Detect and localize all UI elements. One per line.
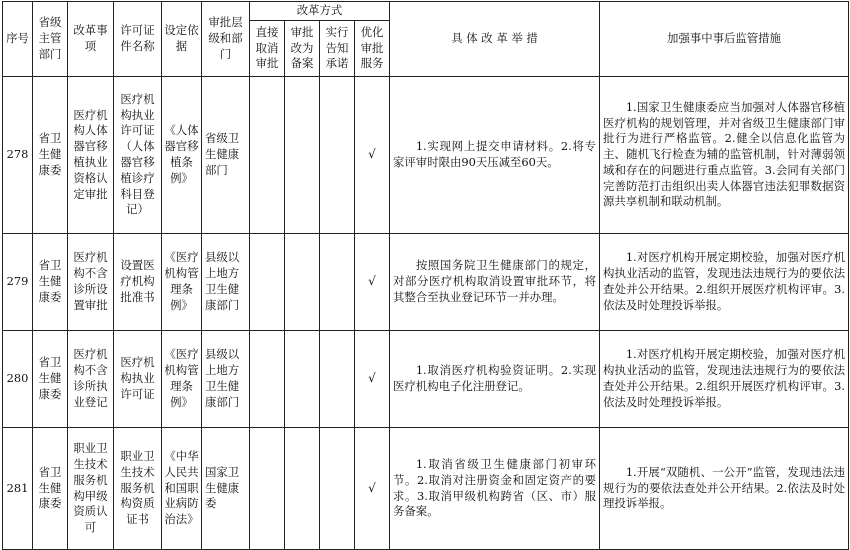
header-seq: 序号 — [3, 2, 33, 77]
cell-m3 — [320, 428, 355, 550]
reform-table — [2, 1, 849, 550]
header-method-optimize: 优化审批服务 — [355, 21, 390, 77]
header-method: 改革方式 — [250, 2, 390, 21]
cell-supervision: 1.开展“双随机、一公开”监管，发现违法违规行为的要依法查处并公开结果。2.依法及时处理投诉举报。 — [600, 428, 849, 550]
cell-permit: 职业卫生技术服务机构资质证书 — [114, 428, 162, 550]
cell-basis: 《人体器官移植条例》 — [162, 77, 202, 234]
cell-permit: 医疗机构执业许可证（人体器官移植诊疗科目登记） — [114, 77, 162, 234]
cell-m2 — [285, 234, 320, 331]
cell-basis: 《中华人民共和国职业病防治法》 — [162, 428, 202, 550]
header-dept: 省级主管部门 — [33, 2, 68, 77]
table-row — [3, 331, 849, 428]
cell-basis: 《医疗机构管理条例》 — [162, 234, 202, 331]
cell-approver: 省级卫生健康部门 — [202, 77, 250, 234]
cell-m2 — [285, 77, 320, 234]
cell-measures: 1.取消医疗机构验资证明。2.实现医疗机构电子化注册登记。 — [390, 331, 600, 428]
cell-seq: 281 — [3, 428, 33, 550]
header-approver: 审批层级和部门 — [202, 2, 250, 77]
cell-item: 医疗机构不含诊所执业登记 — [68, 331, 114, 428]
cell-item: 医疗机构不含诊所设置审批 — [68, 234, 114, 331]
check-mark: √ — [355, 77, 390, 234]
cell-measures: 1.取消省级卫生健康部门初审环节。2.取消对注册资金和固定资产的要求。3.取消甲级机构跨省（区、市）服务备案。 — [390, 428, 600, 550]
cell-m3 — [320, 331, 355, 428]
cell-basis: 《医疗机构管理条例》 — [162, 331, 202, 428]
cell-m1 — [250, 331, 285, 428]
cell-item: 职业卫生技术服务机构甲级资质认可 — [68, 428, 114, 550]
cell-seq: 279 — [3, 234, 33, 331]
cell-measures: 1.实现网上提交申请材料。2.将专家评审时限由90天压减至60天。 — [390, 77, 600, 234]
cell-approver: 国家卫生健康委 — [202, 428, 250, 550]
header-supervision: 加强事中事后监管措施 — [600, 2, 849, 77]
cell-approver: 县级以上地方卫生健康部门 — [202, 234, 250, 331]
cell-m2 — [285, 331, 320, 428]
cell-approver: 县级以上地方卫生健康部门 — [202, 331, 250, 428]
cell-supervision: 1.对医疗机构开展定期校验，加强对医疗机构执业活动的监管，发现违法违规行为的要依法查处并公开结果。2.组织开展医疗机构评审。3.依法及时处理投诉举报。 — [600, 234, 849, 331]
header-permit: 许可证件名称 — [114, 2, 162, 77]
header-item: 改革事项 — [68, 2, 114, 77]
cell-supervision: 1.对医疗机构开展定期校验，加强对医疗机构执业活动的监管，发现违法违规行为的要依法查处并公开结果。2.组织开展医疗机构评审。3.依法及时处理投诉举报。 — [600, 331, 849, 428]
check-mark: √ — [355, 234, 390, 331]
cell-supervision: 1.国家卫生健康委应当加强对人体器官移植医疗机构的规划管理，并对省级卫生健康部门审批行为进行严格监管。2.健全以信息化监管为主、随机飞行检查为辅的监管机制，针对薄弱领域和存在的问题进行重点监管。3.会同有关部门完善防范打击组织出卖人体器官违法犯罪数据资源共享机制和联动机制。 — [600, 77, 849, 234]
check-mark: √ — [355, 331, 390, 428]
cell-seq: 280 — [3, 331, 33, 428]
cell-dept: 省卫生健康委 — [33, 234, 68, 331]
header-measures: 具 体 改 革 举 措 — [390, 2, 600, 77]
cell-item: 医疗机构人体器官移植执业资格认定审批 — [68, 77, 114, 234]
cell-m3 — [320, 234, 355, 331]
header-basis: 设定依据 — [162, 2, 202, 77]
cell-m3 — [320, 77, 355, 234]
cell-m1 — [250, 428, 285, 550]
cell-measures: 按照国务院卫生健康部门的规定，对部分医疗机构取消设置审批环节，将其整合至执业登记环节一并办理。 — [390, 234, 600, 331]
cell-m1 — [250, 77, 285, 234]
cell-dept: 省卫生健康委 — [33, 331, 68, 428]
cell-dept: 省卫生健康委 — [33, 77, 68, 234]
table-row — [3, 77, 849, 234]
header-method-cancel: 直接取消审批 — [250, 21, 285, 77]
header-method-filing: 审批改为备案 — [285, 21, 320, 77]
cell-seq: 278 — [3, 77, 33, 234]
table-row — [3, 234, 849, 331]
cell-dept: 省卫生健康委 — [33, 428, 68, 550]
cell-permit: 医疗机构执业许可证 — [114, 331, 162, 428]
check-mark: √ — [355, 428, 390, 550]
header-method-notify: 实行告知承诺 — [320, 21, 355, 77]
cell-m1 — [250, 234, 285, 331]
cell-m2 — [285, 428, 320, 550]
table-row — [3, 428, 849, 550]
cell-permit: 设置医疗机构批准书 — [114, 234, 162, 331]
